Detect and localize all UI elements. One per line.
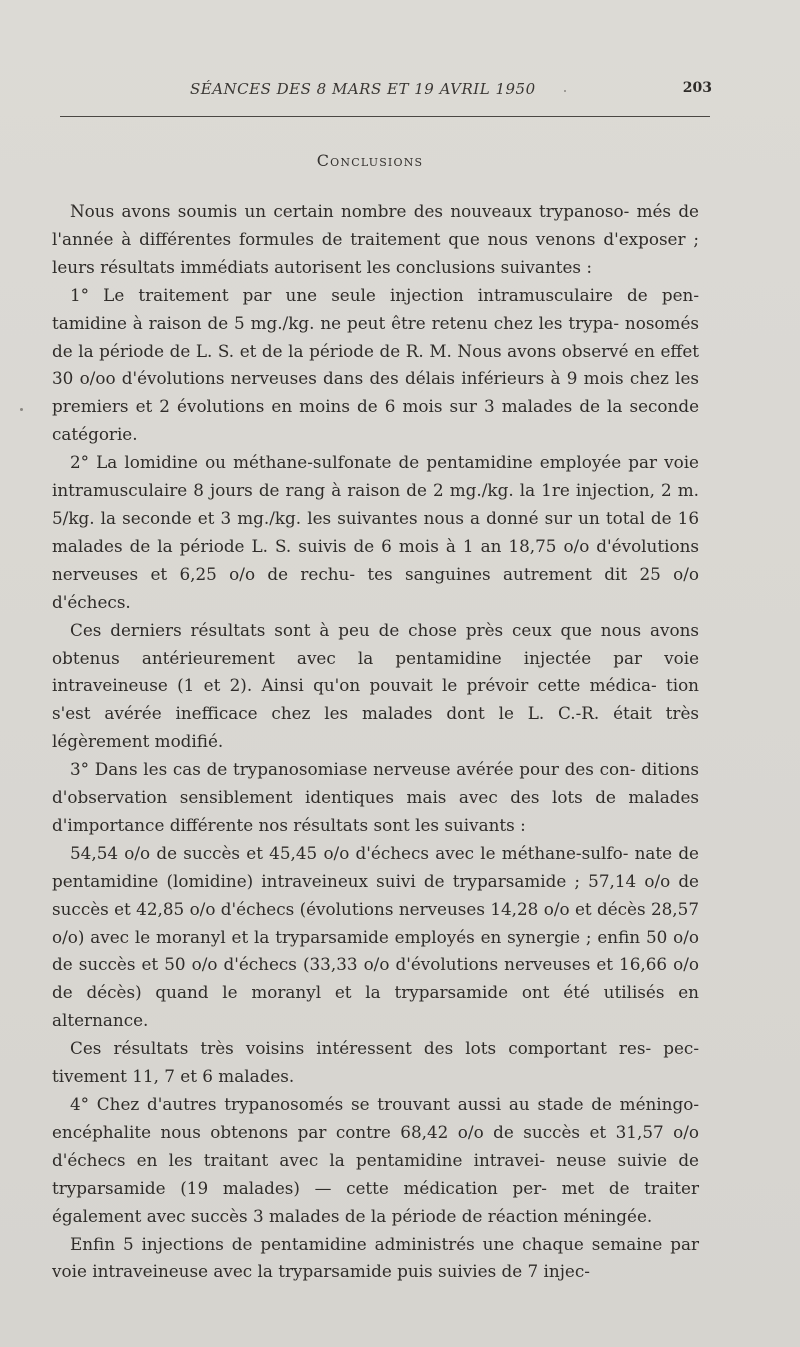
paragraph-lots: Ces résultats très voisins intéressent des lots comportant res- pec- tivement 11, 7 et 6 malades. xyxy=(52,1038,699,1087)
paragraph-conclusion-1: 1° Le traitement par une seule injection intramusculaire de pen- tamidine à raison de 5 mg./kg. ne peut être retenu chez les trypa- nosomés de la période de L. S. et de la période de R. M. Nous avons observé en effet 30 o/oo d'évolutions nerveuses dans des délais inférieurs à 9 mois chez les premiers et 2 évolutions en moins de 6 mois sur 3 malades de la seconde catégorie. xyxy=(52,284,699,445)
header-rule xyxy=(60,116,710,117)
page-number: 203 xyxy=(682,80,712,96)
paragraph-remarks: Ces derniers résultats sont à peu de chose près ceux que nous avons obtenus antérieurement avec la pentamidine injectée par voie intraveineuse (1 et 2). Ainsi qu'on pouvait le prévoir cette médica- tion s'est avérée inefficace chez les malades dont le L. C.-R. était très légèrement modifié. xyxy=(52,619,699,752)
body-text xyxy=(52,198,699,1286)
running-head: SÉANCES DES 8 MARS ET 19 AVRIL 1950 xyxy=(190,80,536,98)
paragraph-final: Enfin 5 injections de pentamidine administrés une chaque semaine par voie intraveineuse avec la tryparsamide puis suivies de 7 injec- xyxy=(52,1233,699,1282)
page-speck xyxy=(20,408,23,411)
page-speck xyxy=(564,90,566,92)
paragraph-conclusion-4: 4° Chez d'autres trypanosomés se trouvant aussi au stade de méningo-encéphalite nous obtenons par contre 68,42 o/o de succès et 31,57 o/o d'échecs en les traitant avec la pentamidine intravei- neuse suivie de tryparsamide (19 malades) — cette médication per- met de traiter également avec succès 3 malades de la période de réaction méningée. xyxy=(52,1094,699,1226)
paragraph-intro: Nous avons soumis un certain nombre des nouveaux trypanoso- més de l'année à différentes formules de traitement que nous venons d'exposer ; leurs résultats immédiats autorisent les conclusions suivantes : xyxy=(52,201,699,277)
paragraph-conclusion-3: 3° Dans les cas de trypanosomiase nerveuse avérée pour des con- ditions d'observation sensiblement identiques mais avec des lots de malades d'importance différente nos résultats sont les suivants : xyxy=(52,759,699,835)
section-title: Conclusions xyxy=(316,151,424,170)
page-header xyxy=(62,80,712,102)
paragraph-conclusion-2: 2° La lomidine ou méthane-sulfonate de pentamidine employée par voie intramusculaire 8 jours de rang à raison de 2 mg./kg. la 1re injection, 2 m. 5/kg. la seconde et 3 mg./kg. les suivantes nous a donné sur un total de 16 malades de la période L. S. suivis de 6 mois à 1 an 18,75 o/o d'évolutions nerveuses et 6,25 o/o de rechu- tes sanguines autrement dit 25 o/o d'échecs. xyxy=(52,452,699,612)
paragraph-results: 54,54 o/o de succès et 45,45 o/o d'échecs avec le méthane-sulfo- nate de pentamidine (lomidine) intraveineux suivi de tryparsamide ; 57,14 o/o de succès et 42,85 o/o d'échecs (évolutions nerveuses 14,28 o/o et décès 28,57 o/o) avec le moranyl et la tryparsamide employés en synergie ; enfin 50 o/o de succès et 50 o/o d'échecs (33,33 o/o d'évolutions nerveuses et 16,66 o/o de décès) quand le moranyl et la tryparsamide ont été utilisés en alternance. xyxy=(52,842,699,1031)
